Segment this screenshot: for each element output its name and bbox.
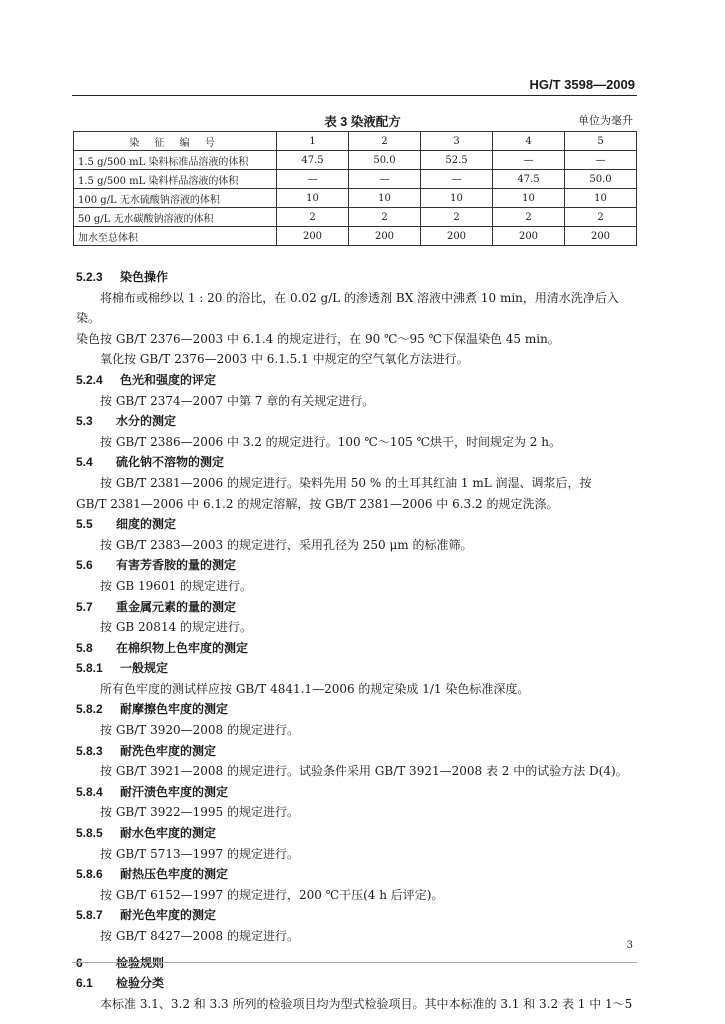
table-cell: 50.0	[349, 151, 421, 170]
section-title: 耐汗渍色牢度的测定	[120, 784, 229, 799]
section-number: 5.8	[76, 640, 93, 655]
section-title: 硫化钠不溶物的测定	[116, 455, 225, 470]
body-paragraph: 按 GB/T 8427—2008 的规定进行。	[100, 929, 299, 943]
column-header: 5	[565, 132, 637, 151]
table-cell: 47.5	[493, 170, 565, 189]
section-heading	[76, 905, 637, 926]
section-heading	[76, 782, 637, 803]
table-cell: 2	[421, 208, 493, 227]
section-number: 5.5	[76, 517, 93, 532]
table-cell: 200	[349, 227, 421, 246]
section-number: 5.8.2	[76, 702, 103, 717]
body-paragraph: 按 GB/T 3922—1995 的规定进行。	[100, 805, 299, 820]
section-title: 有害芳香胺的量的测定	[116, 558, 237, 573]
table-row	[74, 189, 637, 208]
table-title: 表 3 染液配方	[324, 115, 401, 129]
section-heading	[76, 370, 637, 391]
row-label: 1.5 g/500 mL 染料标准品溶液的体积	[74, 151, 277, 170]
section-heading	[76, 699, 637, 720]
table-cell: 10	[565, 189, 637, 208]
table-unit: 单位为毫升	[578, 114, 633, 127]
section-number: 6	[76, 955, 83, 970]
section-heading	[76, 597, 637, 618]
section-title: 耐热压色牢度的测定	[120, 867, 229, 882]
table-cell: —	[349, 170, 421, 189]
footer-rule	[72, 962, 637, 963]
body-paragraph: 按 GB/T 5713—1997 的规定进行。	[100, 846, 299, 861]
table-cell: 200	[493, 227, 565, 246]
section-title: 染色操作	[120, 270, 169, 284]
row-label: 1.5 g/500 mL 染料样品溶液的体积	[74, 170, 277, 189]
table-cell: —	[277, 170, 349, 189]
table-cell: 2	[277, 208, 349, 227]
section-number: 5.3	[76, 414, 93, 429]
table-header-row	[74, 132, 637, 151]
section-heading	[76, 864, 637, 885]
header-rule	[72, 95, 637, 96]
table-cell: 10	[493, 189, 565, 208]
table-cell: 10	[349, 189, 421, 208]
section-heading	[76, 823, 637, 844]
section-number: 5.2.4	[76, 372, 103, 387]
body-paragraph: GB/T 2381—2006 中 6.1.2 的规定溶解，按 GB/T 2381—2006 中 6.3.2 的规定洗涤。	[76, 496, 559, 511]
table-cell: —	[493, 151, 565, 170]
column-header: 4	[493, 132, 565, 151]
table-cell: —	[421, 170, 493, 189]
section-heading	[76, 267, 637, 288]
body-paragraph: 按 GB/T 3920—2008 的规定进行。	[100, 723, 299, 738]
table-cell: 200	[277, 227, 349, 246]
column-header: 3	[421, 132, 493, 151]
section-number: 5.8.3	[76, 743, 103, 758]
section-title: 水分的测定	[116, 414, 177, 429]
section-number: 5.7	[76, 599, 93, 614]
row-label: 50 g/L 无水碳酸钠溶液的体积	[74, 208, 277, 227]
section-number: 5.2.3	[76, 270, 103, 284]
body-paragraph: 按 GB/T 2383—2003 的规定进行，采用孔径为 250 μm 的标准筛。	[100, 537, 473, 552]
section-heading	[76, 514, 637, 535]
section-title: 检验规则	[116, 955, 165, 970]
document-body	[76, 267, 637, 1014]
table-row	[74, 208, 637, 227]
table-row	[74, 227, 637, 246]
dye-recipe-table	[73, 131, 637, 246]
row-label: 100 g/L 无水硫酸钠溶液的体积	[74, 189, 277, 208]
section-title: 耐光色牢度的测定	[120, 908, 217, 923]
section-heading	[76, 658, 637, 679]
body-paragraph: 染色按 GB/T 2376—2003 中 6.1.4 的规定进行，在 90 ℃～95 ℃下保温染色 45 min。	[76, 331, 560, 346]
table-cell: 200	[565, 227, 637, 246]
column-header: 2	[349, 132, 421, 151]
table-cell: 10	[277, 189, 349, 208]
section-title: 在棉织物上色牢度的测定	[116, 640, 249, 655]
section-heading	[76, 411, 637, 432]
section-heading	[76, 741, 637, 762]
section-title: 耐摩擦色牢度的测定	[120, 702, 229, 717]
section-title: 检验分类	[116, 976, 165, 991]
section-title: 色光和强度的评定	[120, 372, 217, 387]
column-header: 1	[277, 132, 349, 151]
table-cell: 2	[565, 208, 637, 227]
body-paragraph: 按 GB/T 2374—2007 中第 7 章的有关规定进行。	[100, 393, 375, 408]
body-paragraph: 按 GB/T 2381—2006 的规定进行。染料先用 50 % 的土耳其红油 1 mL 润湿、调浆后，按	[100, 475, 592, 490]
section-number: 6.1	[76, 976, 93, 991]
body-paragraph: 氧化按 GB/T 2376—2003 中 6.1.5.1 中规定的空气氧化方法进行。	[100, 352, 469, 367]
table-cell: 52.5	[421, 151, 493, 170]
body-paragraph: 按 GB 20814 的规定进行。	[100, 620, 253, 635]
section-heading	[76, 973, 637, 994]
table-cell: 2	[493, 208, 565, 227]
section-number: 5.8.1	[76, 661, 103, 676]
section-number: 5.8.4	[76, 784, 103, 799]
section-title: 重金属元素的量的测定	[116, 599, 237, 614]
body-paragraph: 按 GB/T 2386—2006 中 3.2 的规定进行。100 ℃～105 ℃烘干，时间规定为 2 h。	[100, 434, 561, 449]
table-cell: 10	[421, 189, 493, 208]
section-number: 5.8.7	[76, 908, 103, 923]
table-row	[74, 170, 637, 189]
standard-code: HG/T 3598—2009	[529, 77, 635, 92]
section-heading	[76, 638, 637, 659]
section-number: 5.6	[76, 558, 93, 573]
body-paragraph: 所有色牢度的测试样应按 GB/T 4841.1—2006 的规定染成 1/1 染色标准深度。	[100, 681, 530, 696]
table-cell: —	[565, 151, 637, 170]
section-title: 细度的测定	[116, 517, 177, 532]
section-heading	[76, 555, 637, 576]
body-paragraph: 按 GB/T 6152—1997 的规定进行，200 ℃干压(4 h 后评定)。	[100, 887, 444, 902]
body-paragraph: 按 GB/T 3921—2008 的规定进行。试验条件采用 GB/T 3921—2008 表 2 中的试验方法 D(4)。	[100, 764, 628, 779]
table-cell: 47.5	[277, 151, 349, 170]
section-number: 5.4	[76, 455, 93, 470]
table-row	[74, 151, 637, 170]
section-number: 5.8.5	[76, 826, 103, 841]
body-paragraph: 按 GB 19601 的规定进行。	[100, 578, 253, 593]
row-label: 加水至总体积	[74, 227, 277, 246]
section-title: 耐水色牢度的测定	[120, 826, 217, 841]
column-header: 染 征 编 号	[74, 132, 277, 151]
page-number: 3	[626, 940, 633, 951]
section-heading	[76, 452, 637, 473]
section-title: 耐洗色牢度的测定	[120, 743, 217, 758]
body-paragraph: 将棉布或棉纱以 1 : 20 的浴比，在 0.02 g/L 的渗透剂 BX 溶液中沸煮 10 min，用清水洗净后入染。	[76, 290, 619, 326]
section-title: 一般规定	[120, 661, 169, 676]
table-cell: 50.0	[565, 170, 637, 189]
table-cell: 200	[421, 227, 493, 246]
section-number: 5.8.6	[76, 867, 103, 882]
body-paragraph: 本标准 3.1、3.2 和 3.3 所列的检验项目均为型式检验项目。其中本标准的 3.1 和 3.2 表 1 中 1～5	[100, 996, 633, 1011]
table-cell: 2	[349, 208, 421, 227]
